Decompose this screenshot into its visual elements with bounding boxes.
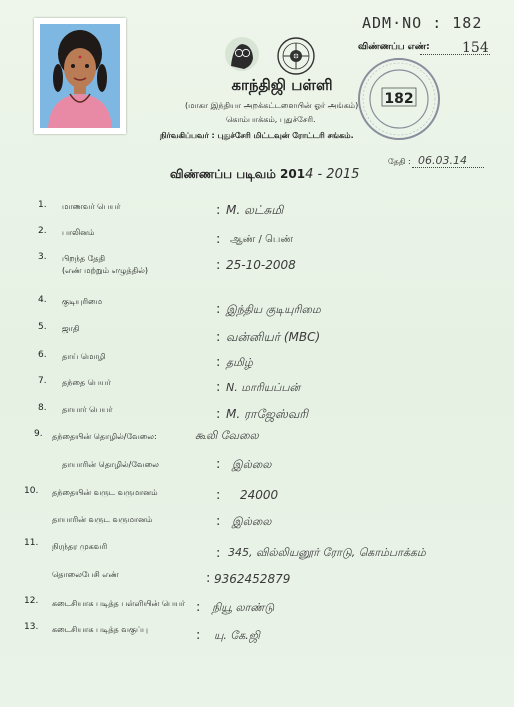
- date-label: தேதி :: [388, 157, 411, 166]
- school-administrator: நிர்வகிப்பவர் : புதுச்சேரி மிட்டவுன் ரோட்டரி சங்கம்.: [160, 131, 354, 140]
- field-colon: :: [216, 488, 221, 503]
- field-colon: :: [216, 380, 221, 395]
- child-portrait-icon: [40, 24, 120, 128]
- field-colon: :: [216, 514, 221, 529]
- field-colon: :: [216, 546, 221, 561]
- form-title: [170, 167, 359, 183]
- row-number: 7.: [38, 376, 47, 386]
- seal-number: 182: [384, 91, 414, 107]
- field-value-previous-class: யு. கே.ஜி: [214, 629, 260, 642]
- field-value-citizenship: இந்திய குடியுரிமை: [226, 303, 321, 316]
- field-label-gender: பாலினம்: [62, 228, 95, 237]
- row-number: 9.: [34, 429, 43, 439]
- form-title-handwritten-year: 4 - 2015: [305, 167, 360, 182]
- application-number-value: 154: [462, 40, 489, 56]
- field-value-father-income: 24000: [240, 488, 279, 502]
- field-value-previous-school: நியூ லாண்டு: [212, 601, 275, 614]
- student-photo: [34, 18, 126, 134]
- field-colon: :: [196, 628, 201, 643]
- row-number: 8.: [38, 403, 47, 413]
- school-address: கொம்பாக்கம், புதுச்சேரி.: [226, 115, 316, 124]
- date-line: [412, 167, 484, 168]
- field-label-mother-occupation: தாயாரின் தொழில்/வேலை: [62, 460, 159, 469]
- field-colon: :: [216, 407, 221, 422]
- row-number: 10.: [24, 486, 39, 496]
- row-number: 4.: [38, 295, 47, 305]
- field-label-permanent-address: நிரந்தர முகவரி: [52, 542, 108, 551]
- field-value-mother-income: இல்லை: [232, 515, 272, 528]
- field-colon: :: [206, 571, 211, 586]
- field-colon: :: [196, 600, 201, 615]
- school-name: காந்திஜி பள்ளி: [231, 76, 333, 94]
- field-label-mother-tongue: தாய் மொழி: [62, 352, 106, 361]
- field-label-citizenship: குடியுரிமை: [62, 297, 103, 306]
- field-colon: :: [216, 258, 221, 273]
- field-value-student-name: M. லட்சுமி: [226, 203, 284, 217]
- admission-number: ADM·NO : 182: [362, 14, 483, 32]
- field-colon: :: [216, 203, 221, 218]
- student-photo-image: [40, 24, 120, 128]
- field-value-caste: வன்னியர் (MBC): [226, 330, 321, 344]
- field-label-previous-school: கடைசியாக படித்த பள்ளியின் பெயர்: [52, 599, 186, 608]
- row-number: 13.: [24, 622, 39, 632]
- field-value-gender: ஆண் / பெண்: [230, 234, 294, 245]
- field-colon: :: [216, 330, 221, 345]
- row-number: 6.: [38, 350, 47, 360]
- field-label-student-name: மாணவர் பெயர்: [62, 202, 121, 211]
- row-number: 5.: [38, 322, 47, 332]
- field-value-date-of-birth: 25-10-2008: [226, 258, 296, 272]
- row-number: 12.: [24, 596, 39, 606]
- field-colon: :: [216, 302, 221, 317]
- school-seal-stamp-icon: [356, 56, 442, 142]
- field-value-mother-name: M. ராஜேஸ்வரி: [226, 407, 308, 421]
- field-value-mother-tongue: தமிழ்: [226, 356, 253, 369]
- field-colon: :: [216, 457, 221, 472]
- field-label-caste: ஜாதி: [62, 324, 80, 333]
- field-colon: :: [216, 355, 221, 370]
- gandhi-portrait-logo-icon: [224, 36, 260, 72]
- field-label-father-income: தந்தையின் வருட வருமானம்: [52, 488, 158, 497]
- field-label-phone: தொலைபேசி எண்: [52, 570, 119, 579]
- field-value-phone: 9362452879: [214, 572, 291, 586]
- date-value: 06.03.14: [418, 154, 467, 167]
- form-title-printed: விண்ணப்ப படிவம் 201: [170, 167, 306, 181]
- field-colon: :: [216, 232, 221, 247]
- field-value-mother-occupation: இல்லை: [232, 458, 272, 471]
- field-value-permanent-address: 345, வில்லியனூர் ரோடு, கொம்பாக்கம்: [228, 546, 426, 559]
- field-label-father-occupation: தந்தையின் தொழில்/வேலை:: [52, 432, 157, 441]
- field-value-father-name: N. மாரியப்பன்: [226, 381, 301, 394]
- field-label-mother-income: தாயாரின் வருட வருமானம்: [52, 515, 153, 524]
- field-value-father-occupation: கூலி வேலை: [195, 429, 259, 442]
- field-label-father-name: தந்தை பெயர்: [62, 378, 111, 387]
- field-label-mother-name: தாயார் பெயர்: [62, 405, 113, 414]
- row-number: 2.: [38, 226, 47, 236]
- field-label-date-of-birth: பிறந்த தேதி: [62, 254, 106, 263]
- row-number: 11.: [24, 538, 39, 548]
- school-trust-line: (மாகா இந்தியா அறக்கட்டளையின் ஓர் அங்கம்): [185, 101, 359, 110]
- row-number: 3.: [38, 252, 47, 262]
- field-label-date-of-birth-note: (எண் மற்றும் எழுத்தில்): [62, 266, 148, 275]
- application-number-label: விண்ணப்ப எண்:: [358, 42, 430, 52]
- row-number: 1.: [38, 200, 47, 210]
- field-label-previous-class: கடைசியாக படித்த வகுப்பு: [52, 625, 148, 634]
- rotary-club-logo-icon: [276, 36, 316, 76]
